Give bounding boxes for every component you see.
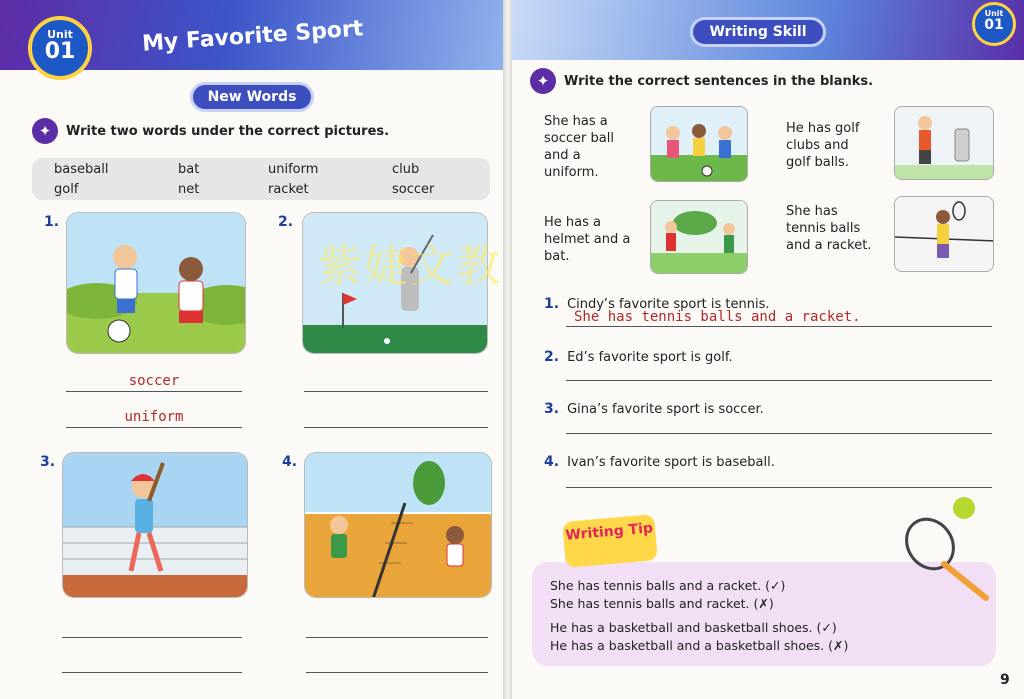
answer-line (304, 391, 488, 392)
instruction-text: Write two words under the correct pictures. (66, 123, 390, 139)
left-page (0, 0, 506, 699)
right-page (512, 0, 1024, 699)
golfer-illustration (895, 107, 994, 180)
clue-text: She has tennis balls and a racket. (786, 204, 872, 253)
clue-picture-golf (894, 106, 994, 180)
tip-line: He has a basketball and basketball shoes. (✓) (550, 620, 837, 635)
tennis-illustration (305, 453, 492, 598)
answer-line (66, 427, 242, 428)
writing-tip-label: Writing Tip (562, 514, 658, 568)
answer-line (304, 427, 488, 428)
answer-line (66, 391, 242, 392)
answer-line (62, 672, 242, 673)
sentence-number: 1. (544, 296, 560, 312)
instruction-left (32, 118, 389, 144)
sentence-number: 4. (544, 454, 560, 470)
unit-badge (972, 2, 1016, 46)
word-bank-item: racket (268, 181, 309, 197)
page-number: 9 (1000, 672, 1010, 688)
page-title: My Favorite Sport (141, 16, 365, 57)
sentence-item (544, 349, 733, 365)
answer-text: uniform (124, 409, 184, 425)
answer-line (566, 326, 992, 327)
baseball-illustration (63, 453, 248, 598)
section-label-new-words: New Words (190, 82, 314, 112)
watermark-text: 紫婕文教 (318, 241, 502, 292)
item-number: 1. (44, 214, 60, 230)
clue-picture-baseball (650, 200, 748, 274)
sentence-number: 3. (544, 401, 560, 417)
item-number: 4. (282, 454, 298, 470)
sentence-text: Gina’s favorite sport is soccer. (567, 402, 764, 417)
instruction-right (530, 68, 873, 94)
section-label-writing-skill: Writing Skill (690, 17, 826, 47)
sentence-answer: She has tennis balls and a racket. (574, 309, 861, 325)
unit-number: 01 (984, 17, 1004, 33)
sentence-text: Cindy’s favorite sport is tennis. (567, 297, 770, 312)
item-number: 2. (278, 214, 294, 230)
tennis-player-illustration (895, 197, 994, 272)
clue-text: He has a helmet and a bat. (544, 215, 631, 264)
word-bank-item: club (392, 162, 420, 177)
item-number: 3. (40, 454, 56, 470)
word-bank-item: golf (54, 181, 79, 197)
instruction-text: Write the correct sentences in the blanks. (564, 73, 874, 89)
word-bank-item: baseball (54, 162, 109, 177)
tip-line: She has tennis balls and racket. (✗) (550, 596, 774, 611)
unit-label: Unit (47, 28, 73, 41)
unit-label: Unit (984, 9, 1004, 18)
answer-line (62, 637, 242, 638)
clue-text: He has golf clubs and golf balls. (786, 121, 860, 170)
answer-line (566, 487, 992, 488)
star-icon: ✦ (32, 118, 58, 144)
tip-line: He has a basketball and a basketball shoes. (✗) (550, 638, 849, 653)
sentence-text: Ivan’s favorite sport is baseball. (567, 455, 775, 470)
unit-number: 01 (44, 39, 76, 64)
clue-picture-tennis (894, 196, 994, 272)
word-bank (32, 158, 490, 200)
word-bank-item: bat (178, 162, 200, 177)
answer-text: soccer (128, 373, 180, 389)
baseball-player-illustration (651, 201, 748, 274)
word-bank-item: net (178, 181, 200, 197)
answer-line (566, 380, 992, 381)
word-bank-item: soccer (392, 181, 435, 197)
sentence-item (544, 454, 775, 470)
soccer-kids-illustration (651, 107, 748, 182)
tennis-picture (304, 452, 492, 598)
sentence-item (544, 401, 764, 417)
unit-badge (28, 16, 92, 80)
word-bank-item: uniform (268, 162, 319, 177)
sentence-text: Ed’s favorite sport is golf. (567, 350, 733, 365)
answer-line (306, 672, 488, 673)
answer-line (306, 637, 488, 638)
soccer-illustration (67, 213, 246, 354)
soccer-picture (66, 212, 246, 354)
star-icon: ✦ (530, 68, 556, 94)
clue-picture-soccer (650, 106, 748, 182)
tennis-racket-icon (892, 494, 1002, 604)
sentence-number: 2. (544, 349, 560, 365)
baseball-picture (62, 452, 248, 598)
answer-line (566, 433, 992, 434)
tip-line: She has tennis balls and a racket. (✓) (550, 578, 786, 593)
clue-text: She has a soccer ball and a uniform. (544, 114, 614, 180)
